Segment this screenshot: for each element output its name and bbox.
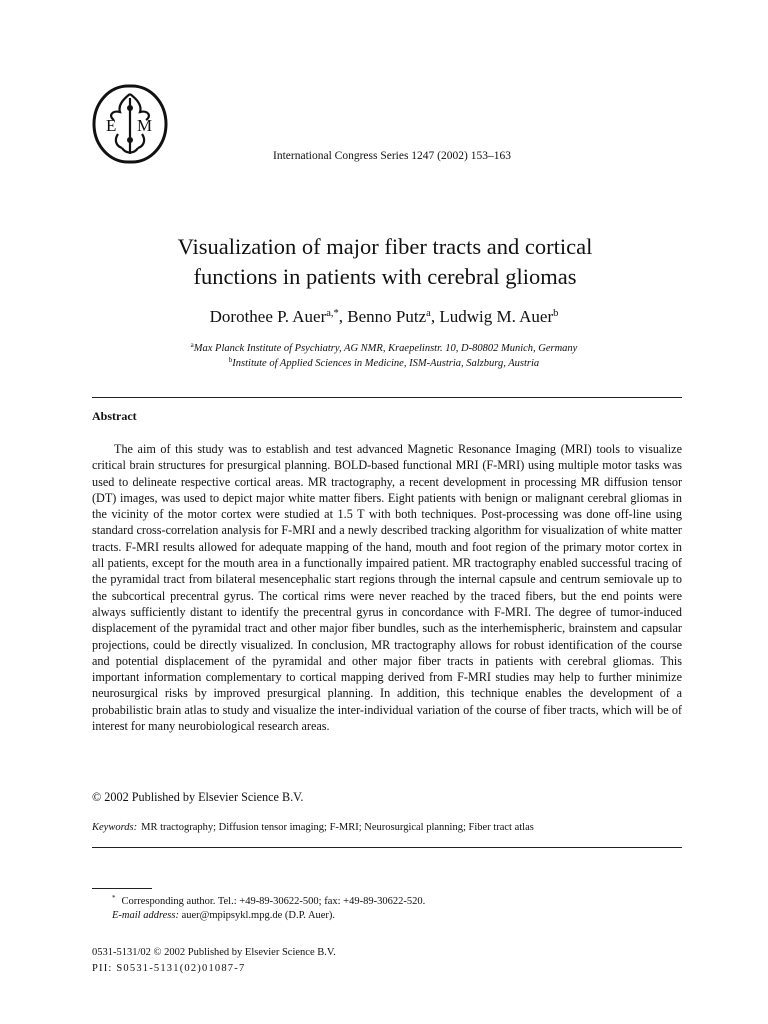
author-affiliation-mark: b xyxy=(553,308,559,319)
author-name: Ludwig M. Auer xyxy=(439,307,554,326)
svg-text:M: M xyxy=(137,116,153,135)
author-list: Dorothee P. Auer$^{a,*}$, Benno Putz$^a$, Ludwig M. Auer$^b$ xyxy=(209,307,559,326)
email-address: auer@mpipsykl.mpg.de (D.P. Auer). xyxy=(181,910,336,921)
abstract-body: The aim of this study was to establish and test advanced Magnetic Resonance Imaging (MRI) tools to visualize critical brain structures for presurgical planning. BOLD-based functional MRI (F-MRI) using multiple motor tasks was used to delineate respective cortical areas. MR tractography, a recent development in processing MR diffusion tensor (DT) images, was used to depict major white matter fibers. Eight patients with benign or malignant cerebral gliomas in the vicinity of the motor cortex were studied at 1.5 T with both techniques. Post-processing was done off-line using standard cross-correlation analysis for F-MRI and a newly described tracking algorithm for visualization of white matter tracts. F-MRI results allowed for adequate mapping of the hand, mouth and foot region of the primary motor cortex in all patients, except for the mouth area in a functionally impaired patient. MR tractography enabled successful tracing of the pyramidal tract from bilateral mesencephalic start regions through the internal capsule and centrum semiovale up to the subcortical precentral gyrus. The cortical rims were never reached by the traced fibers, but the end points were always sufficiently distant to identify the precentral gyrus in concordance with F-MRI. The degree of tumor-induced displacement of the pyramidal tract and other major fiber bundles, such as the interhemispheric, brainstem and capsular projections, could be directly visualized. In conclusion, MR tractography allows for robust identification of the course and potential displacement of the pyramidal and other major fiber tracts in patients with cerebral gliomas. This important information complementary to cortical mapping derived from F-MRI studies may help to further minimize neurosurgical risks by improved presurgical planning. In addition, this technique enables the development of a probabilistic brain atlas to study and visualize the inter-individual variation of the course of fiber tracts, which will be of interest for many neurobiological research areas. xyxy=(92,442,682,734)
affiliation-mark: b xyxy=(228,356,233,364)
author-name: Dorothee P. Auer xyxy=(209,307,327,326)
svg-text:E: E xyxy=(106,116,117,135)
footnote-corresponding xyxy=(112,894,425,907)
footnote-rule xyxy=(92,888,152,889)
paper-title xyxy=(90,232,680,292)
keywords-text: MR tractography; Diffusion tensor imaging; F-MRI; Neurosurgical planning; Fiber tract atlas xyxy=(141,822,534,833)
affiliation-text: Max Planck Institute of Psychiatry, AG NMR, Kraepelinstr. 10, D-80802 Munich, Germany xyxy=(193,343,578,354)
issn-line: 0531-5131/02 © 2002 Published by Elsevier Science B.V. xyxy=(92,947,336,958)
author-affiliation-mark: a xyxy=(426,308,431,319)
top-divider xyxy=(92,397,682,398)
affiliation-b xyxy=(0,356,768,369)
author-affiliation-mark: a,* xyxy=(326,308,339,319)
affiliation-a xyxy=(0,341,768,354)
copyright-line: © 2002 Published by Elsevier Science B.V. xyxy=(92,790,304,804)
affiliation-text: Institute of Applied Sciences in Medicine, ISM-Austria, Salzburg, Austria xyxy=(232,358,540,369)
author-name: Benno Putz xyxy=(347,307,427,326)
footnote-mark: * xyxy=(112,894,116,902)
title-line-2: functions in patients with cerebral gliomas xyxy=(193,264,577,289)
abstract-heading: Abstract xyxy=(92,409,137,423)
keywords-line xyxy=(92,822,534,833)
journal-citation-text: International Congress Series 1247 (2002) 153–163 xyxy=(273,150,511,162)
bottom-divider xyxy=(92,847,682,848)
affiliation-mark: a xyxy=(190,341,194,349)
pii-line: PII: S0531-5131(02)01087-7 xyxy=(92,963,246,974)
footnote-email xyxy=(112,910,335,921)
journal-citation xyxy=(0,150,768,162)
title-line-1: Visualization of major fiber tracts and cortical xyxy=(177,234,593,259)
email-label: E-mail address: xyxy=(112,910,179,921)
keywords-label: Keywords: xyxy=(92,822,138,833)
footnote-corresponding-text: Corresponding author. Tel.: +49-89-30622-500; fax: +49-89-30622-520. xyxy=(121,896,426,907)
